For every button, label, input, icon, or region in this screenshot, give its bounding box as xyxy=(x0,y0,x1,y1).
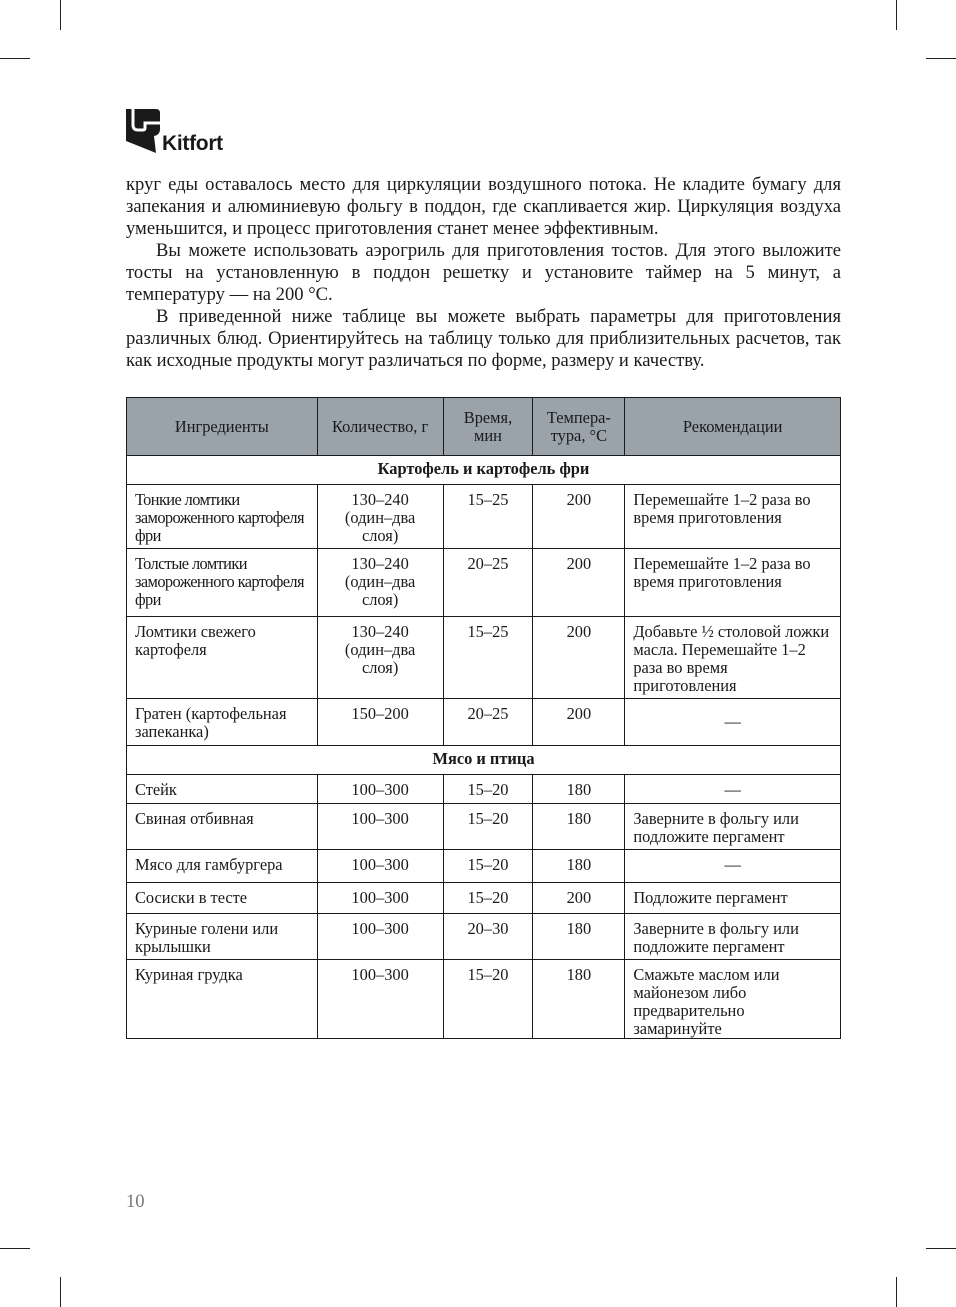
crop-mark xyxy=(0,58,30,59)
section-row-potato xyxy=(127,456,841,485)
notes-cell: Смажьте маслом или майонезом либо предварительно замаринуйте xyxy=(625,960,841,1039)
table-row xyxy=(127,883,841,914)
header-temperature: Темпера- тура, °C xyxy=(533,398,625,456)
crop-mark xyxy=(0,1248,30,1249)
temperature-cell: 200 xyxy=(533,549,625,617)
ingredient-cell: Стейк xyxy=(127,775,318,804)
temperature-cell: 200 xyxy=(533,883,625,914)
time-cell: 20–25 xyxy=(443,549,533,617)
temperature-cell: 180 xyxy=(533,804,625,850)
table-header-row xyxy=(127,398,841,456)
time-cell: 20–30 xyxy=(443,914,533,960)
amount-cell: 150–200 xyxy=(317,699,443,746)
crop-mark xyxy=(896,1277,897,1307)
temperature-cell: 180 xyxy=(533,775,625,804)
amount-cell: 100–300 xyxy=(317,850,443,883)
header-time: Время, мин xyxy=(443,398,533,456)
table-row xyxy=(127,960,841,1039)
notes-cell: — xyxy=(625,775,841,804)
amount-cell: 100–300 xyxy=(317,775,443,804)
time-cell: 15–20 xyxy=(443,804,533,850)
table-row xyxy=(127,549,841,617)
crop-mark xyxy=(926,1248,956,1249)
temperature-cell: 200 xyxy=(533,699,625,746)
ingredient-cell: Толстые ломтики замороженного картофеля фри xyxy=(127,549,318,617)
time-cell: 15–20 xyxy=(443,960,533,1039)
ingredient-cell: Ломтики свежего картофеля xyxy=(127,617,318,699)
ingredient-cell: Сосиски в тесте xyxy=(127,883,318,914)
amount-cell: 100–300 xyxy=(317,914,443,960)
brand-logo xyxy=(126,109,223,155)
cooking-params-table xyxy=(126,397,841,1039)
table-row xyxy=(127,775,841,804)
notes-cell: Подложите пергамент xyxy=(625,883,841,914)
brand-name: Kitfort xyxy=(162,132,223,155)
temperature-cell: 180 xyxy=(533,960,625,1039)
temperature-cell: 200 xyxy=(533,617,625,699)
time-cell: 15–20 xyxy=(443,883,533,914)
crop-mark xyxy=(60,0,61,30)
ingredient-cell: Гратен (картофельная запеканка) xyxy=(127,699,318,746)
amount-cell: 100–300 xyxy=(317,883,443,914)
notes-cell: Добавьте ½ столовой ложки масла. Перемешайте 1–2 раза во время приготовления xyxy=(625,617,841,699)
intro-paragraph-3: В приведенной ниже таблице вы можете выбрать параметры для приготовления различных блюд. Ориентируйтесь на таблицу только для приблизительных расчетов, так как исходные продукты могут различаться по форме, размеру и качеству. xyxy=(126,306,841,371)
header-ingredient: Ингредиенты xyxy=(127,398,318,456)
section-title-meat: Мясо и птица xyxy=(127,746,841,775)
ingredient-cell: Свиная отбивная xyxy=(127,804,318,850)
intro-text xyxy=(126,174,841,372)
notes-cell: — xyxy=(625,699,841,746)
temperature-cell: 180 xyxy=(533,850,625,883)
amount-cell: 100–300 xyxy=(317,804,443,850)
notes-cell: Перемешайте 1–2 раза во время приготовления xyxy=(625,485,841,549)
amount-cell: 100–300 xyxy=(317,960,443,1039)
ingredient-cell: Тонкие ломтики замороженного картофеля фри xyxy=(127,485,318,549)
time-cell: 15–20 xyxy=(443,850,533,883)
intro-paragraph-2: Вы можете использовать аэрогриль для приготовления тостов. Для этого выложите тосты на установленную в поддон решетку и установите таймер на 5 минут, а температуру — на 200 °C. xyxy=(126,240,841,305)
time-cell: 15–25 xyxy=(443,617,533,699)
time-cell: 20–25 xyxy=(443,699,533,746)
ingredient-cell: Мясо для гамбургера xyxy=(127,850,318,883)
notes-cell: Заверните в фольгу или подложите пергамент xyxy=(625,914,841,960)
crop-mark xyxy=(60,1277,61,1307)
crop-mark xyxy=(896,0,897,30)
table-row xyxy=(127,914,841,960)
temperature-cell: 200 xyxy=(533,485,625,549)
header-notes: Рекомендации xyxy=(625,398,841,456)
table-row xyxy=(127,699,841,746)
ingredient-cell: Куриная грудка xyxy=(127,960,318,1039)
time-cell: 15–20 xyxy=(443,775,533,804)
ingredient-cell: Куриные голени или крылышки xyxy=(127,914,318,960)
amount-cell: 130–240 (один–два слоя) xyxy=(317,617,443,699)
section-row-meat xyxy=(127,746,841,775)
notes-cell: — xyxy=(625,850,841,883)
time-cell: 15–25 xyxy=(443,485,533,549)
table-row xyxy=(127,485,841,549)
crop-mark xyxy=(926,58,956,59)
table-row xyxy=(127,804,841,850)
temperature-cell: 180 xyxy=(533,914,625,960)
notes-cell: Перемешайте 1–2 раза во время приготовления xyxy=(625,549,841,617)
section-title-potato: Картофель и картофель фри xyxy=(127,456,841,485)
intro-paragraph-1: круг еды оставалось место для циркуляции воздушного потока. Не кладите бумагу для запекания и алюминиевую фольгу в поддон, где скапливается жир. Циркуляция воздуха уменьшится, и процесс приготовления станет менее эффективным. xyxy=(126,174,841,239)
header-amount: Количество, г xyxy=(317,398,443,456)
amount-cell: 130–240 (один–два слоя) xyxy=(317,549,443,617)
amount-cell: 130–240 (один–два слоя) xyxy=(317,485,443,549)
kitfort-logo-icon xyxy=(126,109,160,155)
page-number: 10 xyxy=(126,1191,145,1212)
table-row xyxy=(127,850,841,883)
table-row xyxy=(127,617,841,699)
notes-cell: Заверните в фольгу или подложите пергамент xyxy=(625,804,841,850)
